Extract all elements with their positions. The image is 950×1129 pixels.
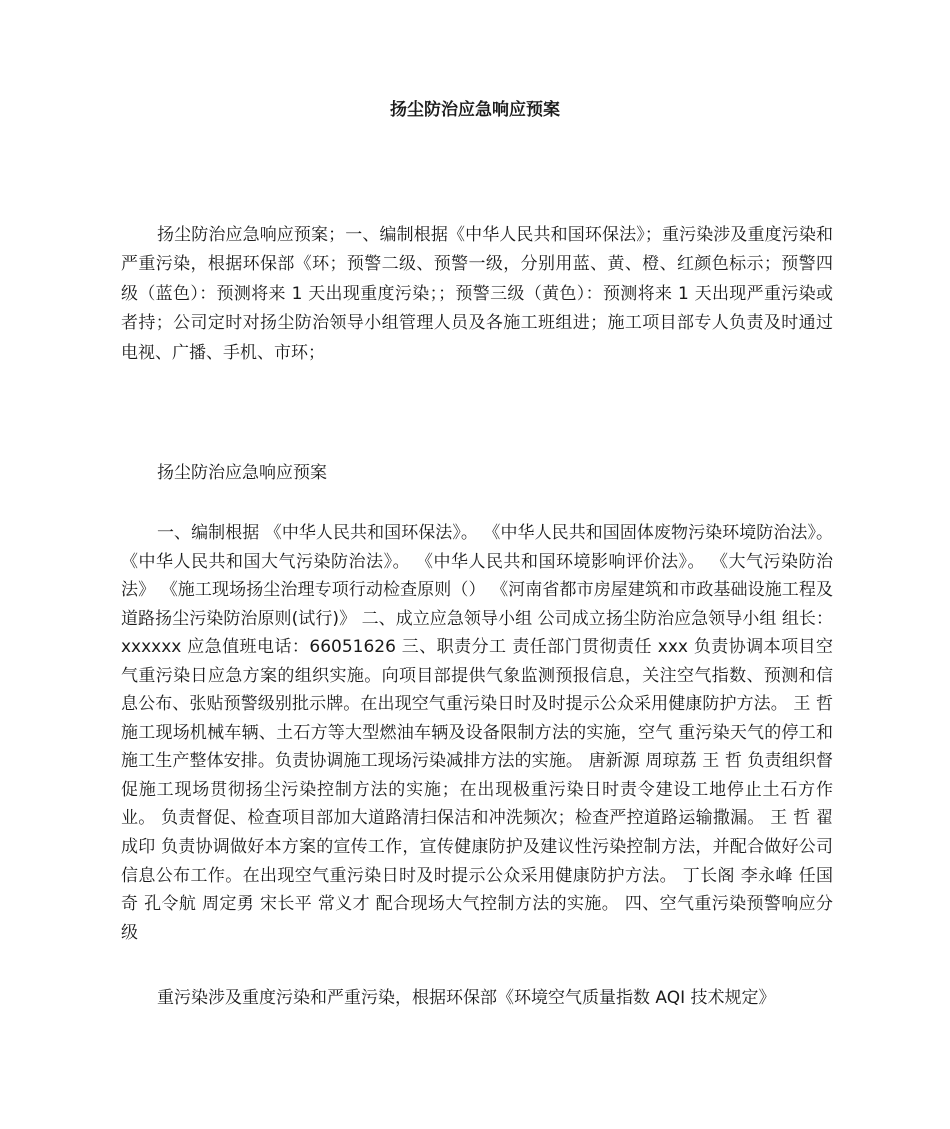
section-heading: 扬尘防治应急响应预案 <box>157 463 327 483</box>
summary-paragraph: 扬尘防治应急响应预案；一、编制根据《中华人民共和国环保法》；重污染涉及重度污染和严重污染，根据环保部《环；预警二级、预警一级，分别用蓝、黄、橙、红颜色标示；预警四级（蓝色）：预测将来 1 天出现重度污染；；预警三级（黄色）：预测将来 1 天出现严重污染或者持；公司定时对扬尘防治领导小组管理人员及各施工班组进；施工项目部专人负责及时通过电视、广播、手机、市环； <box>121 225 833 363</box>
document-title: 扬尘防治应急响应预案 <box>390 100 560 120</box>
body-paragraph: 一、编制根据 《中华人民共和国环保法》。 《中华人民共和国固体废物污染环境防治法》。 《中华人民共和国大气污染防治法》。 《中华人民共和国环境影响评价法》。 《大气污染防治法》 《施工现场扬尘治理专项行动检查原则（） 《河南省都市房屋建筑和市政基础设施工程及道路扬尘污染防治原则(试行)》 二、成立应急领导小组 公司成立扬尘防治应急领导小组 组长：xxxxxx 应急值班电话：66051626 三、职责分工 责任部门贯彻责任 xxx 负责协调本项目空气重污染日应急方案的组织实施。向项目部提供气象监测预报信息，关注空气指数、预测和信息公布、张贴预警级别批示牌。在出现空气重污染日时及时提示公众采用健康防护方法。 王 哲 施工现场机械车辆、土石方等大型燃油车辆及设备限制方法的实施，空气 重污染天气的停工和施工生产整体安排。负责协调施工现场污染减排方法的实施。 唐新源 周琼荔 王 哲 负责组织督促施工现场贯彻扬尘污染控制方法的实施；在出现极重污染日时责令建设工地停止土石方作业。 负责督促、检查项目部加大道路清扫保洁和冲洗频次；检查严控道路运输撒漏。 王 哲 翟成印 负责协调做好本方案的宣传工作，宣传健康防护及建议性污染控制方法，并配合做好公司信息公布工作。在出现空气重污染日时及时提示公众采用健康防护方法。 丁长阁 李永峰 任国奇 孔令航 周定勇 宋长平 常义才 配合现场大气控制方法的实施。 四、空气重污染预警响应分级 <box>121 523 833 943</box>
trailing-paragraph: 重污染涉及重度污染和严重污染，根据环保部《环境空气质量指数 AQI 技术规定》 <box>157 988 776 1008</box>
